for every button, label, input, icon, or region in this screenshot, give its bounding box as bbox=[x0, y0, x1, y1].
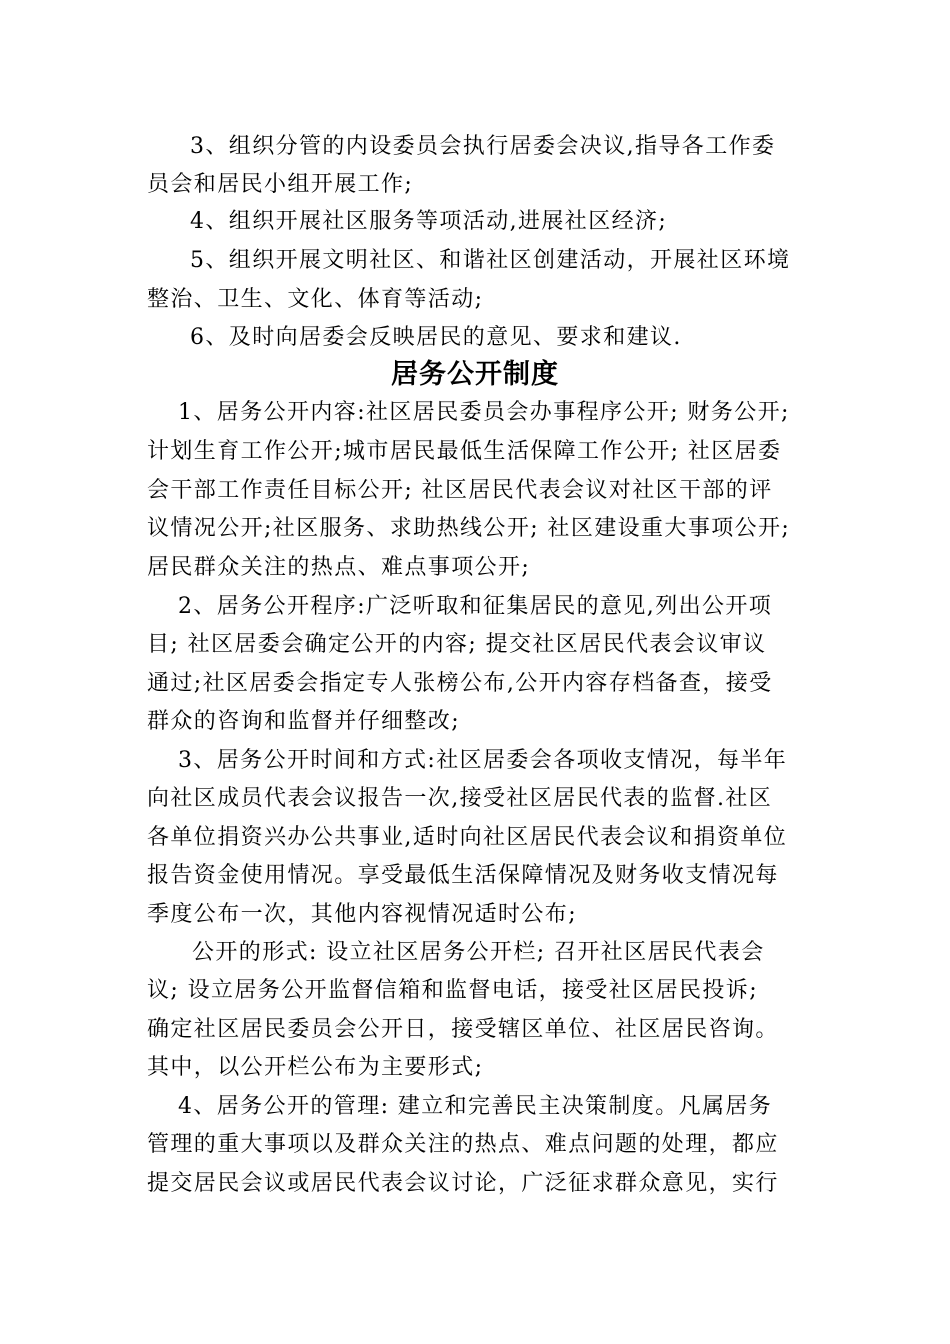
body-line: 提交居民会议或居民代表会议讨论，广泛征求群众意见，实行 bbox=[147, 1171, 779, 1196]
intro-item-4: 4、组织开展社区服务等项活动,进展社区经济; bbox=[190, 209, 668, 234]
body-line: 确定社区居民委员会公开日，接受辖区单位、社区居民咨询。 bbox=[147, 1017, 779, 1042]
intro-item-3: 3、组织分管的内设委员会执行居委会决议,指导各工作委 bbox=[190, 134, 776, 159]
body-line: 群众的咨询和监督并仔细整改; bbox=[147, 709, 461, 734]
body-line: 议; 设立居务公开监督信箱和监督电话，接受社区居民投诉; bbox=[147, 978, 759, 1003]
body-line: 4、居务公开的管理: 建立和完善民主决策制度。凡属居务 bbox=[178, 1094, 773, 1119]
body-line: 1、居务公开内容:社区居民委员会办事程序公开; 财务公开; bbox=[178, 400, 790, 425]
body-line: 计划生育工作公开;城市居民最低生活保障工作公开; 社区居委 bbox=[147, 439, 782, 464]
body-line: 各单位捐资兴办公共事业,适时向社区居民代表会议和捐资单位 bbox=[147, 825, 788, 850]
intro-item-5: 5、组织开展文明社区、和谐社区创建活动，开展社区环境 bbox=[190, 248, 791, 273]
body-line: 向社区成员代表会议报告一次,接受社区居民代表的监督.社区 bbox=[147, 786, 773, 811]
body-line: 季度公布一次，其他内容视情况适时公布; bbox=[147, 902, 578, 927]
intro-item-5-continued: 整治、卫生、文化、体育等活动; bbox=[147, 287, 484, 312]
intro-item-3-continued: 员会和居民小组开展工作; bbox=[147, 172, 414, 197]
body-line: 管理的重大事项以及群众关注的热点、难点问题的处理，都应 bbox=[147, 1132, 779, 1157]
body-line: 公开的形式: 设立社区居务公开栏; 召开社区居民代表会 bbox=[192, 940, 765, 965]
body-line: 通过;社区居委会指定专人张榜公布,公开内容存档备查，接受 bbox=[147, 671, 773, 696]
section-title: 居务公开制度 bbox=[391, 359, 559, 390]
intro-item-6: 6、及时向居委会反映居民的意见、要求和建议. bbox=[190, 325, 682, 350]
body-line: 报告资金使用情况。享受最低生活保障情况及财务收支情况每 bbox=[147, 863, 779, 888]
body-line: 2、居务公开程序:广泛听取和征集居民的意见,列出公开项 bbox=[178, 594, 773, 619]
body-line: 议情况公开;社区服务、求助热线公开; 社区建设重大事项公开; bbox=[147, 516, 791, 541]
body-line: 3、居务公开时间和方式:社区居委会各项收支情况，每半年 bbox=[178, 748, 788, 773]
body-line: 会干部工作责任目标公开; 社区居民代表会议对社区干部的评 bbox=[147, 478, 773, 503]
body-line: 居民群众关注的热点、难点事项公开; bbox=[147, 555, 531, 580]
body-line: 其中，以公开栏公布为主要形式; bbox=[147, 1055, 484, 1080]
body-line: 目; 社区居委会确定公开的内容; 提交社区居民代表会议审议 bbox=[147, 632, 767, 657]
